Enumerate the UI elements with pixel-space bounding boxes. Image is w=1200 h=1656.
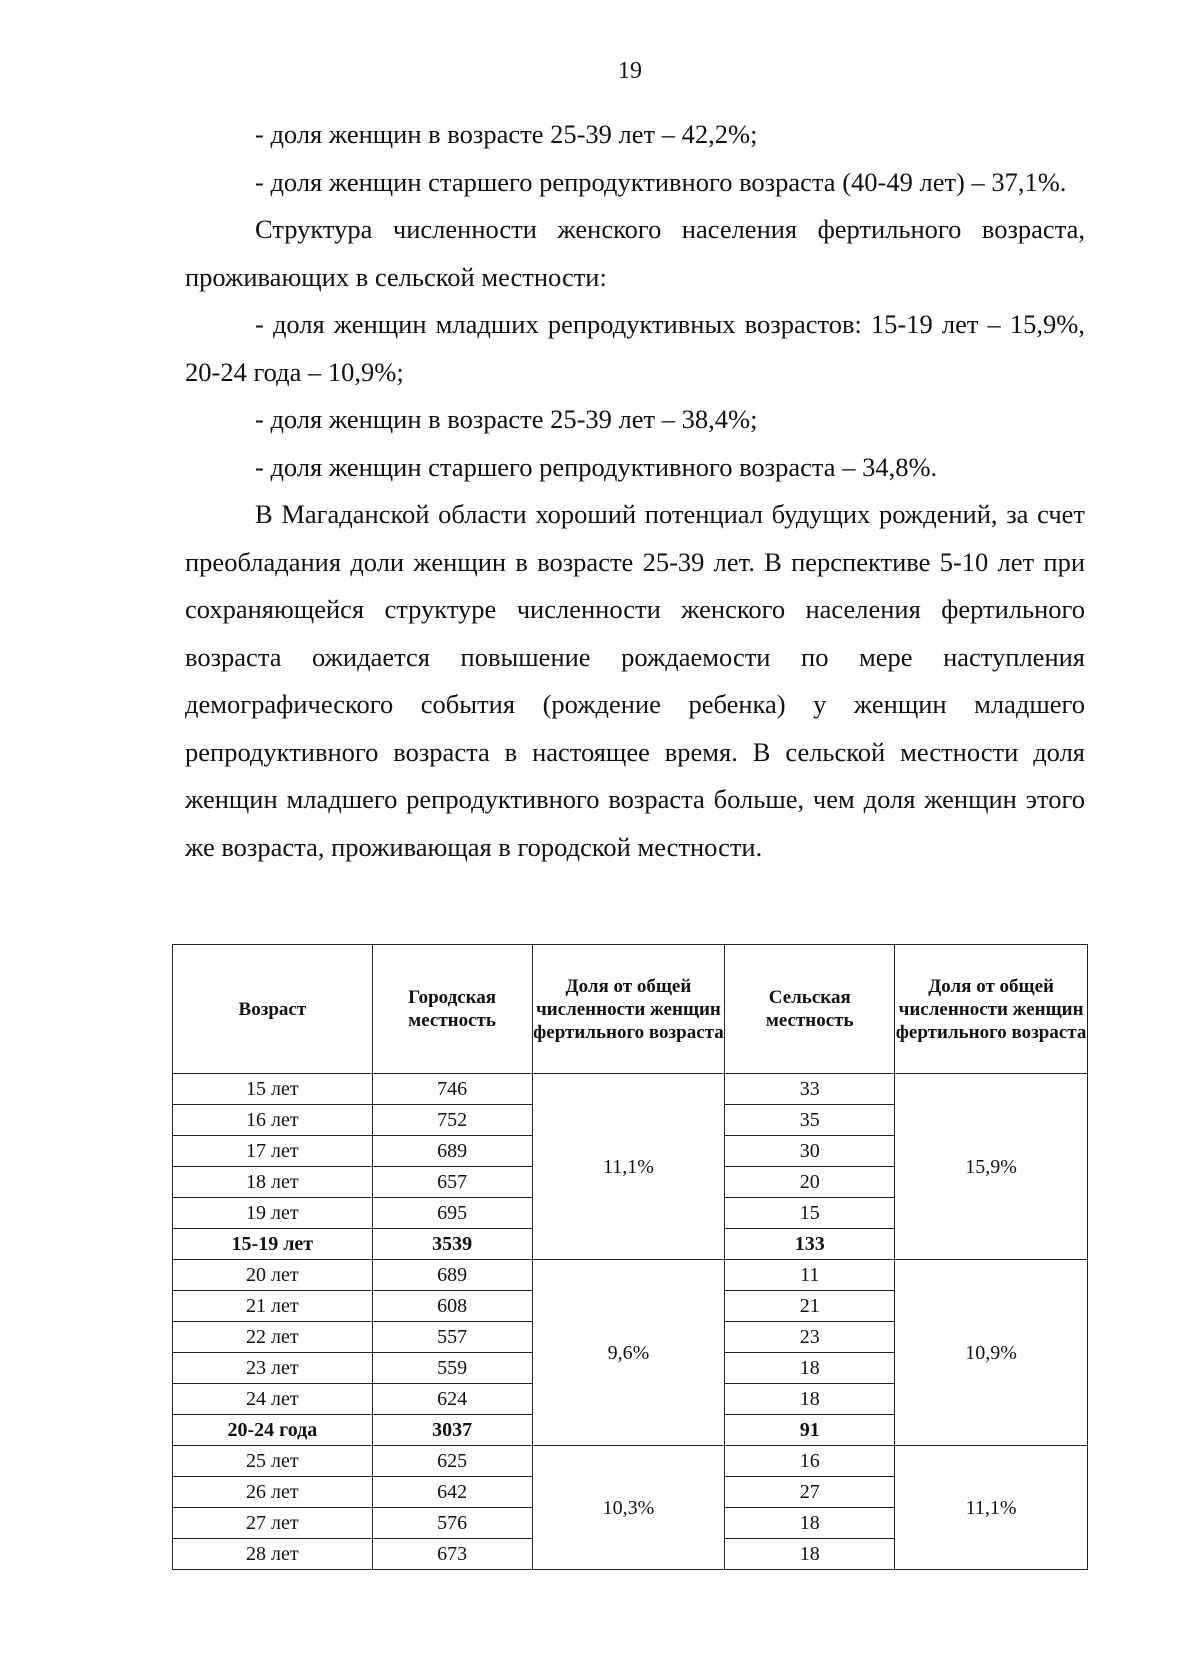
cell-rural: 23 [725,1322,895,1353]
cell-urban: 689 [372,1260,532,1291]
table-header-row [173,945,1088,1074]
cell-urban: 752 [372,1105,532,1136]
paragraph: - доля женщин старшего репродуктивного возраста (40-49 лет) – 37,1%. [255,166,1067,197]
cell-age: 15-19 лет [173,1229,373,1260]
cell-age: 16 лет [173,1105,373,1136]
paragraph: Структура численности женского населения фертильного возраста, проживающих в сельской местности: [185,214,1085,292]
cell-urban: 689 [372,1136,532,1167]
cell-urban: 625 [372,1446,532,1477]
cell-urban: 695 [372,1198,532,1229]
cell-rural: 18 [725,1384,895,1415]
cell-urban: 608 [372,1291,532,1322]
cell-rural: 11 [725,1260,895,1291]
header-rural: Сельская местность [725,945,895,1074]
cell-rural: 133 [725,1229,895,1260]
cell-rural: 35 [725,1105,895,1136]
cell-rural: 18 [725,1508,895,1539]
cell-rural: 18 [725,1353,895,1384]
cell-rural: 91 [725,1415,895,1446]
cell-urban: 3539 [372,1229,532,1260]
cell-age: 22 лет [173,1322,373,1353]
cell-age: 21 лет [173,1291,373,1322]
paragraph: - доля женщин старшего репродуктивного возраста – 34,8%. [255,451,938,482]
cell-rural: 16 [725,1446,895,1477]
cell-urban: 642 [372,1477,532,1508]
paragraph: В Магаданской области хороший потенциал будущих рождений, за счет преобладания доли женщин в возрасте 25-39 лет. В перспективе 5-10 лет при сохраняющейся структуре численности женского населения фертильного возраста ожидается повышение рождаемости по мере наступления демографического события (рождение ребенка) у женщин младшего репродуктивного возраста в настоящее время. В сельской местности доля женщин младшего репродуктивного возраста больше, чем доля женщин этого же возраста, проживающая в городской местности. [185,499,1085,862]
cell-urban: 746 [372,1074,532,1105]
cell-urban: 673 [372,1539,532,1570]
cell-age: 26 лет [173,1477,373,1508]
cell-urban: 557 [372,1322,532,1353]
cell-age: 25 лет [173,1446,373,1477]
cell-rural: 18 [725,1539,895,1570]
cell-age: 17 лет [173,1136,373,1167]
cell-rural: 33 [725,1074,895,1105]
cell-urban: 576 [372,1508,532,1539]
paragraph: - доля женщин младших репродуктивных возрастов: 15-19 лет – 15,9%, 20-24 года – 10,9%; [185,309,1085,387]
cell-urban: 3037 [372,1415,532,1446]
cell-urban: 624 [372,1384,532,1415]
header-age: Возраст [173,945,373,1074]
page-number: 19 [618,58,642,84]
table-body [173,1074,1088,1570]
cell-urban-share: 9,6% [532,1260,725,1446]
cell-age: 20-24 года [173,1415,373,1446]
header-urban: Городская местность [372,945,532,1074]
cell-age: 24 лет [173,1384,373,1415]
cell-rural-share: 11,1% [895,1446,1088,1570]
header-rural-share: Доля от общей численности женщин фертильного возраста [895,945,1088,1074]
table-row [173,1446,1088,1477]
cell-rural: 30 [725,1136,895,1167]
cell-urban: 559 [372,1353,532,1384]
paragraph: - доля женщин в возрасте 25-39 лет – 42,2%; [255,119,758,149]
header-urban-share: Доля от общей численности женщин фертильного возраста [532,945,725,1074]
cell-age: 19 лет [173,1198,373,1229]
cell-age: 27 лет [173,1508,373,1539]
cell-rural: 20 [725,1167,895,1198]
cell-urban: 657 [372,1167,532,1198]
table-row [173,1260,1088,1291]
cell-rural: 15 [725,1198,895,1229]
cell-age: 23 лет [173,1353,373,1384]
cell-rural: 21 [725,1291,895,1322]
cell-urban-share: 11,1% [532,1074,725,1260]
cell-age: 28 лет [173,1539,373,1570]
cell-rural-share: 15,9% [895,1074,1088,1260]
table-row [173,1074,1088,1105]
cell-rural: 27 [725,1477,895,1508]
cell-rural-share: 10,9% [895,1260,1088,1446]
cell-age: 15 лет [173,1074,373,1105]
cell-age: 20 лет [173,1260,373,1291]
cell-urban-share: 10,3% [532,1446,725,1570]
cell-age: 18 лет [173,1167,373,1198]
age-structure-table [172,944,1088,1570]
paragraph: - доля женщин в возрасте 25-39 лет – 38,4%; [255,404,758,434]
body-text [185,111,1085,871]
